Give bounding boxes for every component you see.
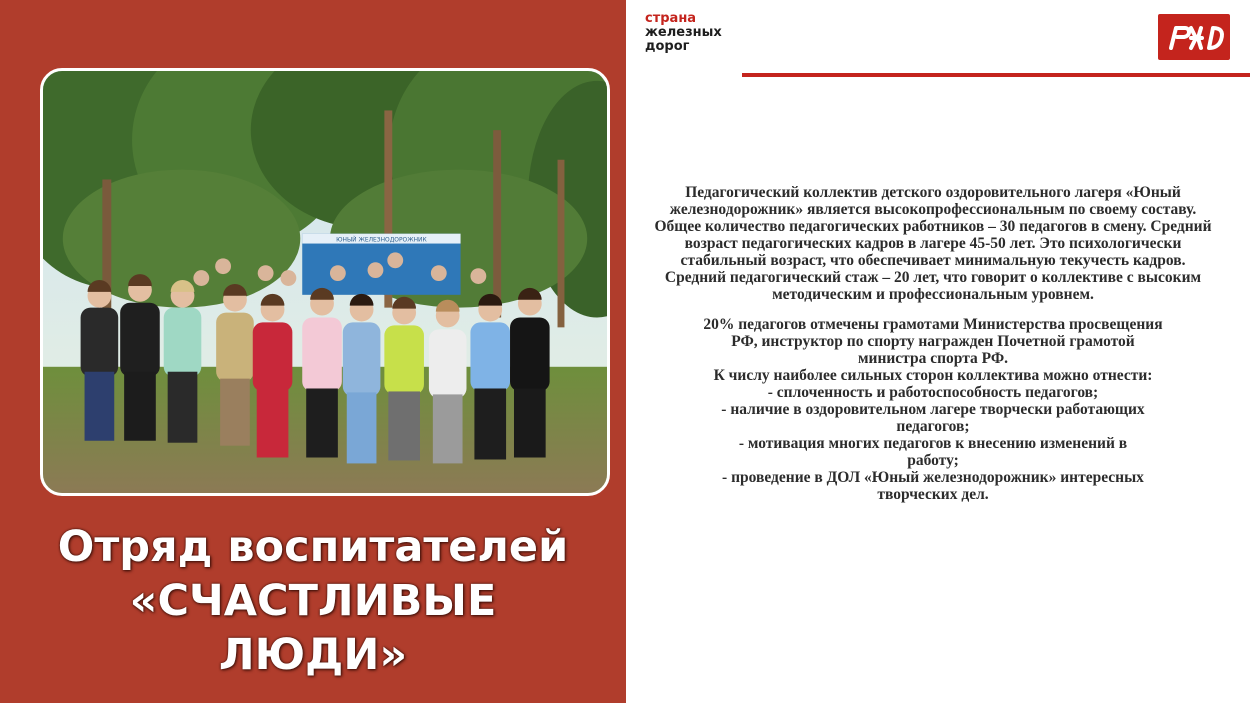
squad-title-line-1: Отряд воспитателей	[57, 522, 569, 572]
description-line: - проведение в ДОЛ «Юный железнодорожник» интересных	[722, 469, 1144, 486]
description-line: министра спорта РФ.	[857, 350, 1009, 367]
description-line: творческих дел.	[877, 486, 989, 503]
brand-line-3: дорог	[645, 39, 690, 54]
rzd-logo	[1158, 14, 1230, 60]
description-text	[652, 184, 1214, 503]
description-paragraph-2	[652, 316, 1214, 503]
banner-text: ЮНЫЙ ЖЕЛЕЗНОДОРОЖНИК	[336, 237, 427, 244]
description-line: педагогов;	[896, 418, 970, 435]
description-line: работу;	[907, 452, 959, 469]
description-paragraph-1: Педагогический коллектив детского оздоровительного лагеря «Юный железнодорожник» является высокопрофессиональным по своему составу. Общее количество педагогических работников – 30 педагогов в смену. Средний возраст педагогических кадров в лагере 45-50 лет. Это психологически стабильный возраст, что обеспечивает минимальную текучесть кадров. Средний педагогический стаж – 20 лет, что говорит о коллективе с высоким методическим и профессиональным уровнем.	[654, 184, 1212, 303]
squad-title	[0, 520, 626, 682]
squad-title-line-3: ЛЮДИ»	[218, 630, 408, 680]
description-line: 20% педагогов отмечены грамотами Министерства просвещения	[703, 316, 1163, 333]
group-photo	[40, 68, 610, 496]
squad-title-line-2: «СЧАСТЛИВЫЕ	[129, 576, 497, 626]
description-line: К числу наиболее сильных сторон коллектива можно отнести:	[713, 367, 1153, 384]
description-line: - мотивация многих педагогов к внесению изменений в	[738, 435, 1128, 452]
description-line: РФ, инструктор по спорту награжден Почетной грамотой	[731, 333, 1135, 350]
rzd-logo-icon	[1158, 14, 1230, 60]
description-line: - сплоченность и работоспособность педагогов;	[767, 384, 1099, 401]
brand-wordmark	[645, 12, 722, 54]
brand-line-2: железных	[645, 25, 722, 40]
header-divider	[742, 73, 1250, 77]
brand-line-1: страна	[645, 11, 697, 26]
description-line: - наличие в оздоровительном лагере творчески работающих	[721, 401, 1145, 418]
group-photo-illustration	[43, 71, 607, 493]
